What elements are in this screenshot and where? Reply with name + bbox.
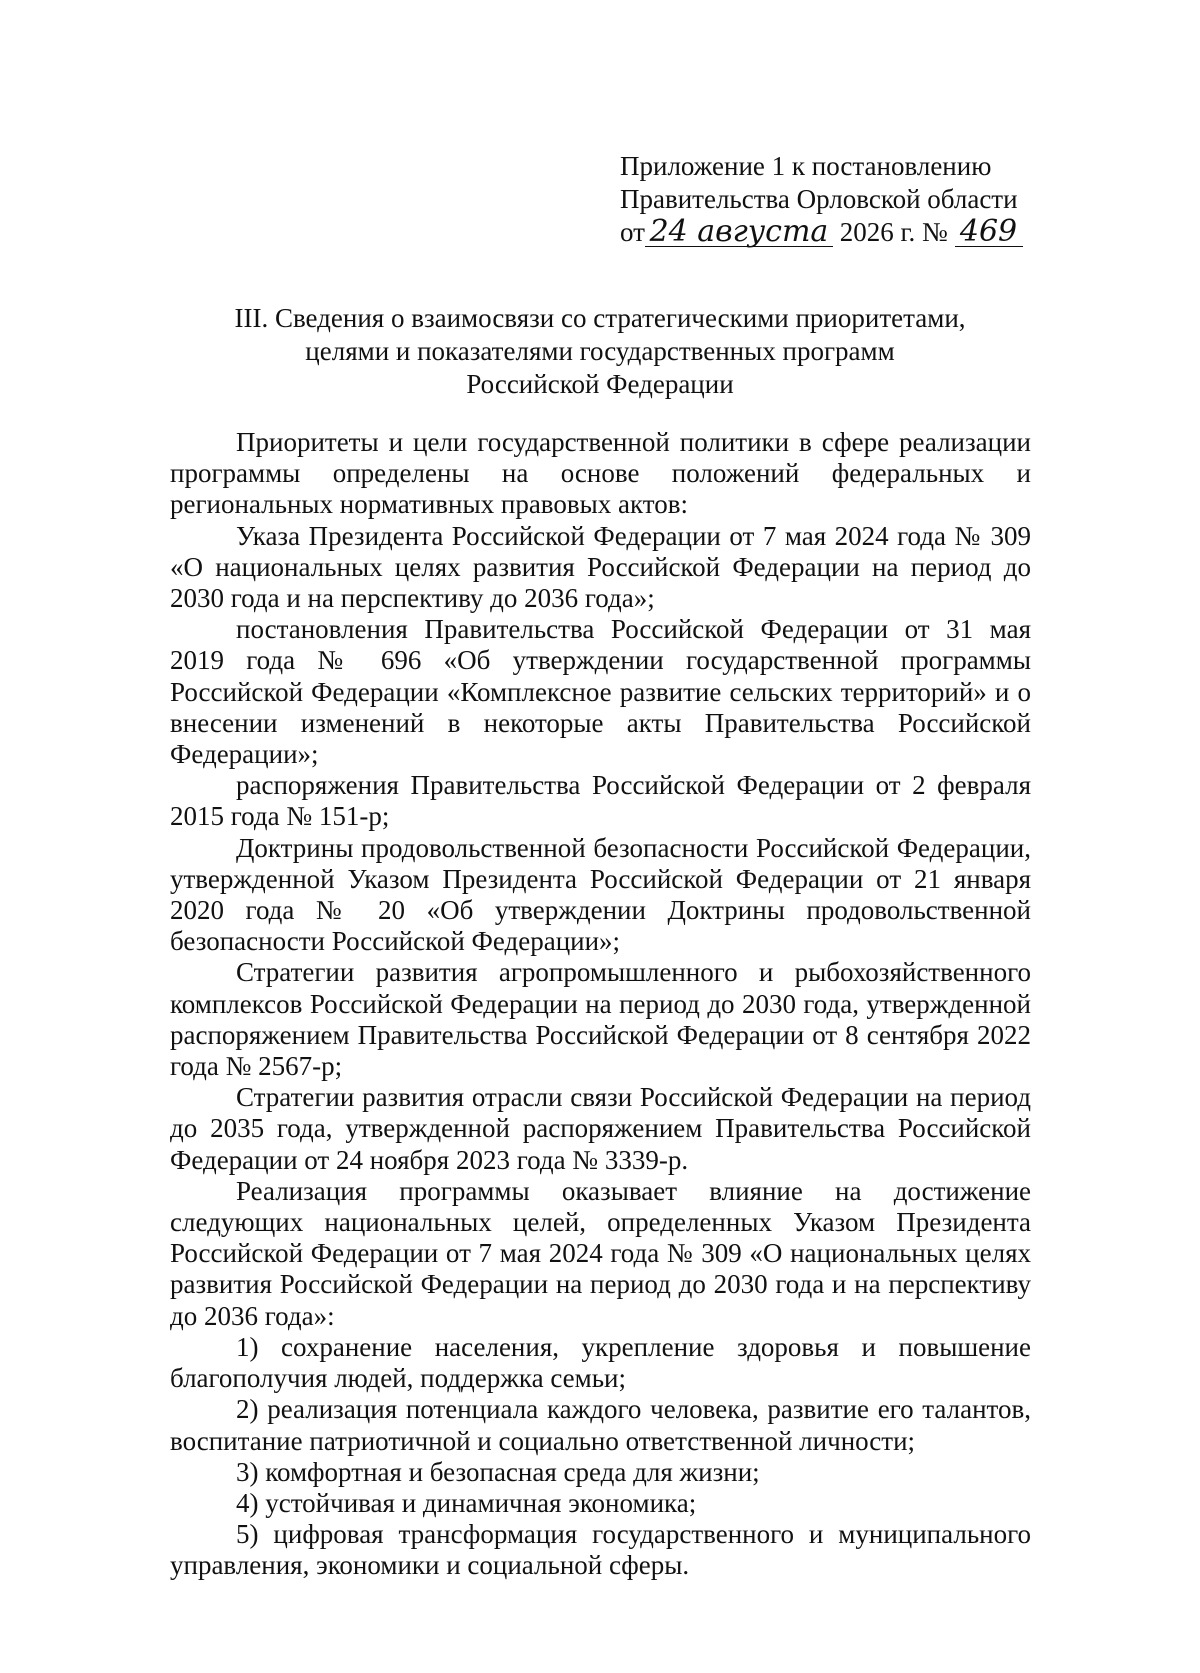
list-item: 1) сохранение населения, укрепление здоровья и повышение благополучия людей, поддержка семьи; bbox=[170, 1331, 1031, 1394]
paragraph: Доктрины продовольственной безопасности Российской Федерации, утвержденной Указом Президента Российской Федерации от 21 января 2020 года № 20 «Об утверждении Доктрины продовольственной безопасности Российской Федерации»; bbox=[170, 832, 1031, 957]
list-item: 4) устойчивая и динамичная экономика; bbox=[236, 1487, 697, 1518]
section-heading bbox=[170, 302, 1030, 401]
attachment-line-1: Приложение 1 к постановлению bbox=[620, 151, 992, 181]
handwritten-date: 24 августа bbox=[645, 218, 833, 247]
attachment-line-2: Правительства Орловской области bbox=[620, 184, 1018, 214]
heading-line-2: целями и показателями государственных программ bbox=[305, 336, 895, 366]
attachment-year: 2026 г. № bbox=[839, 217, 948, 247]
list-item: 2) реализация потенциала каждого человека, развитие его талантов, воспитание патриотичной и социально ответственной личности; bbox=[170, 1394, 1031, 1456]
heading-line-3: Российской Федерации bbox=[466, 369, 734, 399]
paragraph: Указа Президента Российской Федерации от 7 мая 2024 года № 309 «О национальных целях развития Российской Федерации на период до 2030 года и на перспективу до 2036 года»; bbox=[170, 520, 1031, 614]
heading-line-1: III. Сведения о взаимосвязи со стратегическими приоритетами, bbox=[234, 303, 966, 333]
paragraph: Стратегии развития агропромышленного и рыбохозяйственного комплексов Российской Федерации на период до 2030 года, утвержденной распоряжением Правительства Российской Федерации от 8 сентября 2022 года № 2567-р; bbox=[170, 957, 1031, 1082]
attachment-line-3 bbox=[620, 216, 1040, 249]
list-item: 5) цифровая трансформация государственного и муниципального управления, экономики и социальной сферы. bbox=[170, 1519, 1031, 1581]
attachment-prefix: от bbox=[620, 217, 645, 247]
list-item: 3) комфортная и безопасная среда для жизни; bbox=[236, 1456, 760, 1487]
paragraph: постановления Правительства Российской Федерации от 31 мая 2019 года № 696 «Об утверждении государственной программы Российской Федерации «Комплексное развитие сельских территорий» и о внесении изменений в некоторые акты Правительства Российской Федерации»; bbox=[170, 614, 1031, 770]
paragraph: Стратегии развития отрасли связи Российской Федерации на период до 2035 года, утвержденной распоряжением Правительства Российской Федерации от 24 ноября 2023 года № 3339-р. bbox=[170, 1082, 1031, 1175]
document-body bbox=[170, 427, 1031, 1582]
attachment-block bbox=[620, 150, 1040, 249]
paragraph: распоряжения Правительства Российской Федерации от 2 февраля 2015 года № 151-р; bbox=[170, 770, 1031, 832]
handwritten-number: 469 bbox=[955, 218, 1023, 247]
paragraph: Приоритеты и цели государственной политики в сфере реализации программы определены на основе положений федеральных и региональных нормативных правовых актов: bbox=[170, 427, 1031, 520]
paragraph: Реализация программы оказывает влияние на достижение следующих национальных целей, определенных Указом Президента Российской Федерации от 7 мая 2024 года № 309 «О национальных целях развития Российской Федерации на период до 2030 года и на перспективу до 2036 года»: bbox=[170, 1175, 1031, 1331]
